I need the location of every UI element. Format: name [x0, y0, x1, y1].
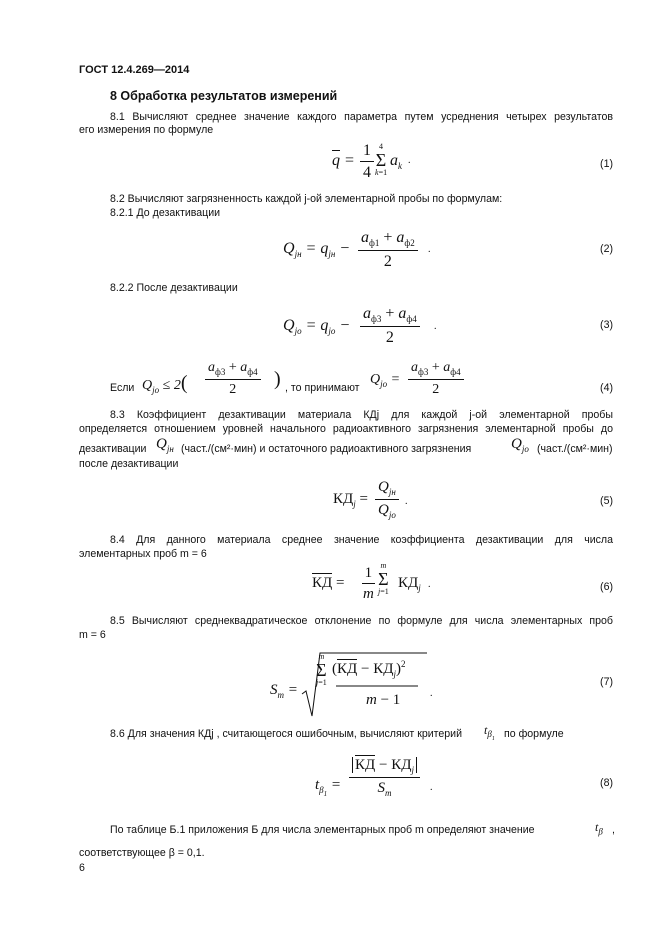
equation-number-7: (7) [600, 676, 613, 688]
paragraph-8-2-1: 8.2.1 До дезактивации [110, 207, 221, 219]
equation-number-2: (2) [600, 243, 613, 255]
paragraph-8-3-line4: после дезактивации [79, 458, 179, 470]
paragraph-8-4-line1: 8.4 Для данного материала среднее значение коэффициента дезактивации для числа [110, 534, 613, 546]
paragraph-8-2-2: 8.2.2 После дезактивации [110, 282, 238, 294]
symbol-q-jo: $Q_{jо}$ [511, 436, 529, 454]
page-number: 6 [79, 862, 85, 874]
comma: , [612, 824, 615, 836]
condition-if-label: Если [110, 382, 135, 394]
symbol-t-beta: $t_\beta$ [595, 820, 603, 837]
equation-number-5: (5) [600, 495, 613, 507]
paragraph-8-3-line3c: (част./(см²·мин) [537, 443, 613, 455]
paragraph-8-6-line1a: 8.6 Для значения КДj , считающегося ошибочным, вычисляют критерий [110, 728, 463, 740]
section-title: 8 Обработка результатов измерений [110, 89, 338, 103]
paragraph-final-line1: По таблице Б.1 приложения Б для числа элементарных проб m определяют значение [110, 824, 535, 836]
paragraph-8-4-line2: элементарных проб m = 6 [79, 548, 207, 560]
equation-number-4: (4) [600, 382, 613, 394]
paragraph-8-5-line2: m = 6 [79, 629, 106, 641]
equation-number-8: (8) [600, 777, 613, 789]
equation-number-3: (3) [600, 319, 613, 331]
paragraph-8-1-line2: его измерения по формуле [79, 124, 214, 136]
symbol-q-jn: $Q_{jн}$ [156, 436, 174, 454]
symbol-t-beta1: $t_{\beta_1}$ [484, 723, 495, 743]
paragraph-final-line2: соответствующее β = 0,1. [79, 847, 205, 859]
paragraph-8-3-line2: определяется отношением уровней начального радиоактивного загрязнения элементарной пробы до [79, 423, 613, 435]
equation-number-1: (1) [600, 158, 613, 170]
paragraph-8-3-line1: 8.3 Коэффициент дезактивации материала КДj для каждой j-ой элементарной пробы [110, 409, 613, 421]
equation-number-6: (6) [600, 581, 613, 593]
paragraph-8-3-line3b: (част./(см²·мин) и остаточного радиоактивного загрязнения [181, 443, 472, 455]
paragraph-8-1-line1: 8.1 Вычисляют среднее значение каждого параметра путем усреднения четырех результатов [110, 111, 613, 123]
document-header: ГОСТ 12.4.269—2014 [79, 64, 190, 76]
paragraph-8-5-line1: 8.5 Вычисляют среднеквадратическое отклонение по формуле для числа элементарных проб [110, 615, 613, 627]
paragraph-8-6-line1b: по формуле [504, 728, 564, 740]
paragraph-8-3-line3a: дезактивации [79, 443, 147, 455]
condition-then-label: , то принимают [285, 382, 360, 394]
paragraph-8-2-line1: 8.2 Вычисляют загрязненность каждой j-ой элементарной пробы по формулам: [110, 193, 503, 205]
